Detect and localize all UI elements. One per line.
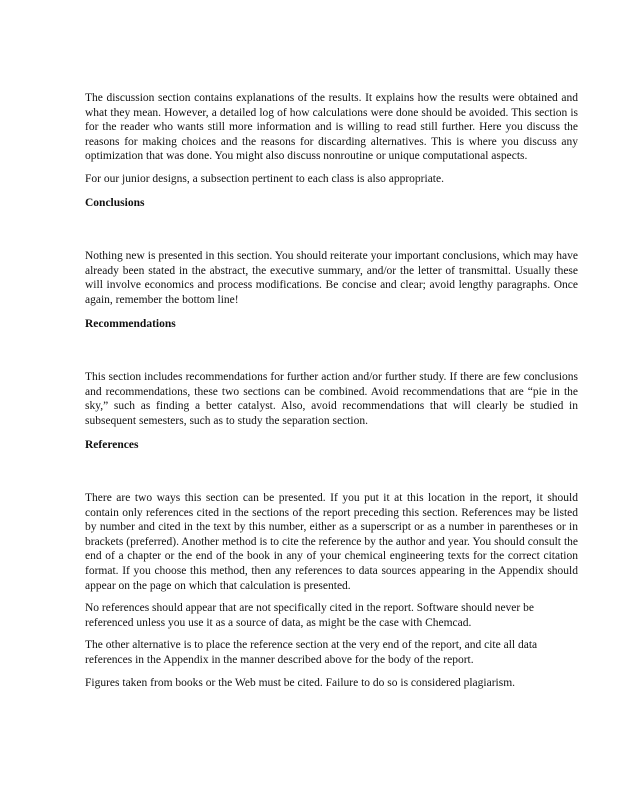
discussion-paragraph-1: The discussion section contains explanations of the results. It explains how the results were obtained and what they mean. However, a detailed log of how calculations were done should be avoided. This section is for the reader who wants still more information and is willing to read still further. Here you discuss the reasons for making choices and the reasons for discarding alternatives. This is where you discuss any optimization that was done. You might also discuss nonroutine or unique computational aspects. (85, 92, 578, 163)
references-paragraph-2: No references should appear that are not specifically cited in the report. Software should never be referenced unless you use it as a source of data, as might be the case with Chemcad. (85, 602, 534, 629)
references-paragraph-4: Figures taken from books or the Web must be cited. Failure to do so is considered plagiarism. (85, 676, 516, 689)
discussion-paragraph-2: For our junior designs, a subsection pertinent to each class is also appropriate. (85, 172, 444, 185)
recommendations-paragraph: This section includes recommendations for further action and/or further study. If there are few conclusions and recommendations, these two sections can be combined. Avoid recommendations that are “pie in the sky,” such as finding a better catalyst. Also, avoid recommendations that will clearly be studied in subsequent semesters, such as to study the separation section. (85, 371, 578, 427)
references-paragraph-3: The other alternative is to place the reference section at the very end of the report, and cite all data references in the Appendix in the manner described above for the body of the report. (85, 639, 538, 667)
document-page (85, 91, 578, 690)
recommendations-heading: Recommendations (85, 317, 176, 330)
conclusions-paragraph: Nothing new is presented in this section. You should reiterate your important conclusions, which may have already been stated in the abstract, the executive summary, and/or the letter of transmittal. Usually these will involve economics and process modifications. Be concise and clear; avoid lengthy paragraphs. Once again, remember the bottom line! (85, 250, 578, 306)
conclusions-heading: Conclusions (85, 196, 145, 209)
references-heading: References (85, 438, 139, 451)
references-paragraph-1: There are two ways this section can be presented. If you put it at this location in the report, it should contain only references cited in the sections of the report preceding this section. References may be listed by number and cited in the text by this number, either as a superscript or as a number in parentheses or in brackets (preferred). Another method is to cite the reference by the author and year. You should consult the end of a chapter or the end of the book in any of your chemical engineering texts for the correct citation format. If you choose this method, then any references to data sources appearing in the Appendix should appear on the page on which that calculation is presented. (85, 492, 578, 592)
